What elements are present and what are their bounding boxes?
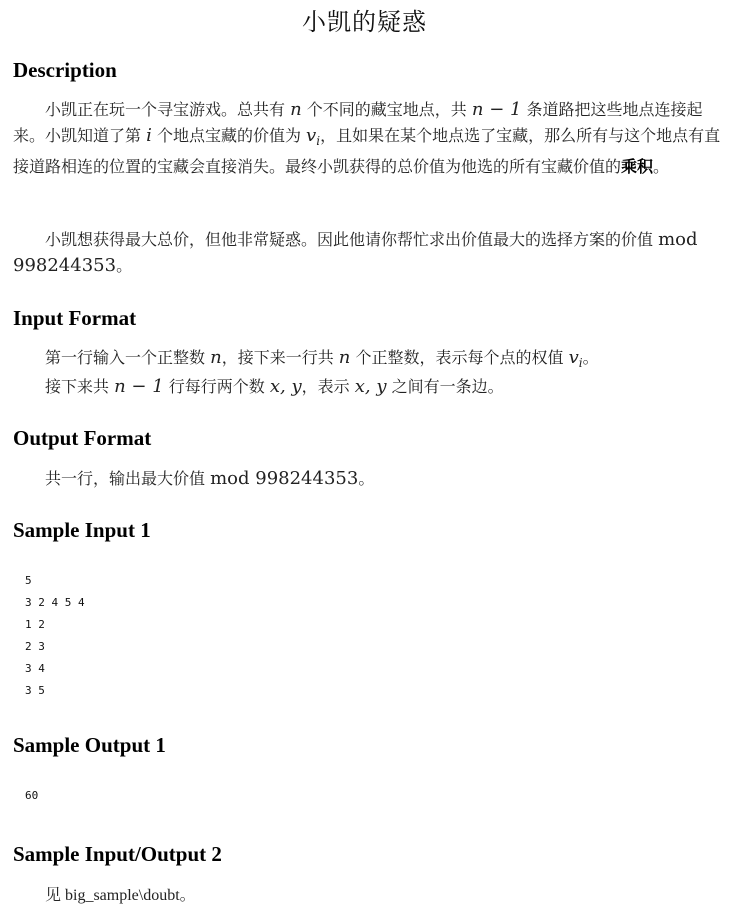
input-format-line-1: 第一行输入一个正整数 n，接下来一行共 n 个正整数，表示每个点的权值 $v_i$。 <box>45 347 599 371</box>
output-format-line-1: 共一行，输出最大价值 mod 998244353。 <box>45 468 375 489</box>
sample-output-1-code: 60 <box>25 789 39 802</box>
sample-io-2-text: 见 big_sample\doubt。 <box>45 887 196 904</box>
description-paragraph-1: 小凯正在玩一个寻宝游戏。总共有 n 个不同的藏宝地点，共 n − 1 条道路把这些地点连接起来。小凯知道了第 i 个地点宝藏的价值为 $v_i$，且如果在某个地点选了宝藏，那么所有与这个地点有直接道路相连的位置的宝藏会直接消失。最终小凯获得的总价值为他选的所有宝藏价值的乘积。 <box>13 99 721 177</box>
input-format-heading: Input Format <box>13 306 137 330</box>
output-format-heading: Output Format <box>13 426 152 450</box>
sample-output-1-heading: Sample Output 1 <box>13 733 166 757</box>
sample-input-1-heading: Sample Input 1 <box>13 518 151 542</box>
input-format-line-2: 接下来共 n − 1 行每行两个数 x, y，表示 x, y 之间有一条边。 <box>45 376 504 397</box>
description-paragraph-2: 小凯想获得最大总价，但他非常疑惑。因此他请你帮忙求出价值最大的选择方案的价值 mod 998244353。 <box>13 229 698 276</box>
page-title: 小凯的疑惑 <box>302 8 427 36</box>
description-heading: Description <box>13 58 117 82</box>
emphasis-product: 乘积 <box>621 157 654 177</box>
sample-input-1-code: 5 3 2 4 5 4 1 2 2 3 3 4 3 5 <box>25 574 85 697</box>
sample-io-2-heading: Sample Input/Output 2 <box>13 842 222 866</box>
